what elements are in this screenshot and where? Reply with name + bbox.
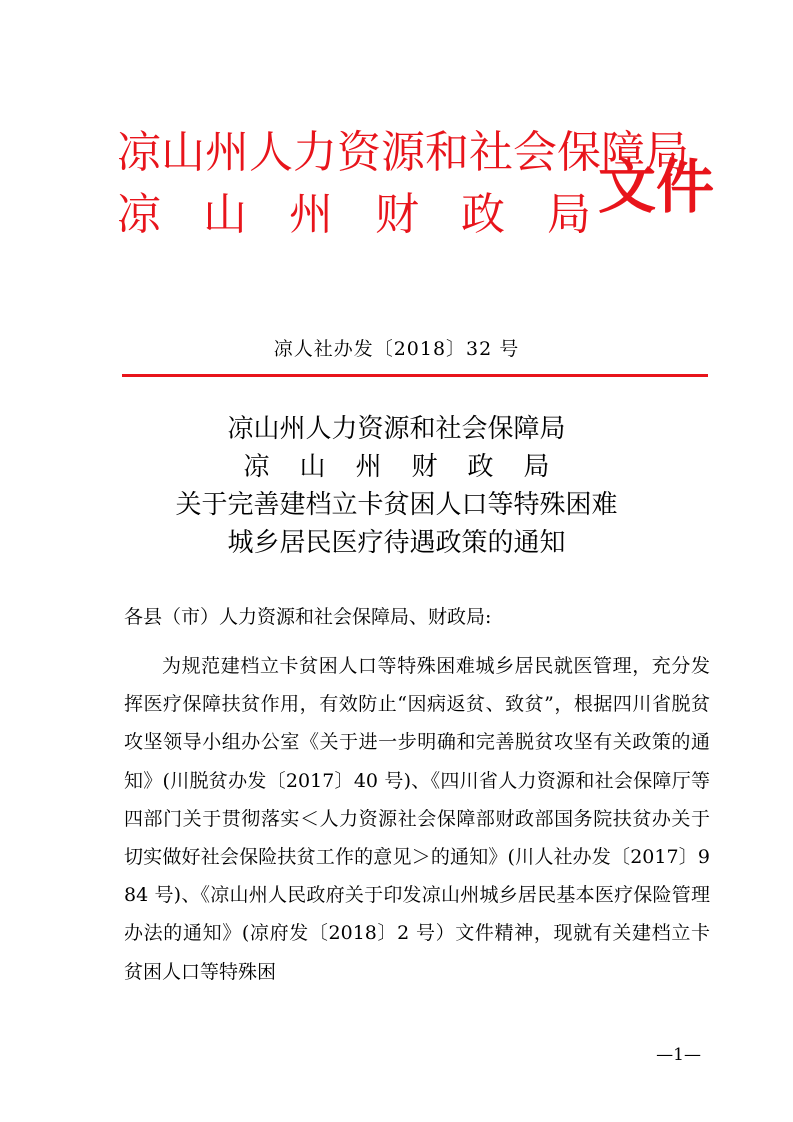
document-title: [0, 410, 793, 562]
issuer-hr-bureau: 凉山州人力资源和社会保障局: [117, 127, 689, 178]
issuer-finance-bureau: 凉山州财政局: [117, 189, 633, 240]
document-label: 文件: [598, 153, 715, 221]
document-header: [117, 128, 717, 248]
title-line-4: 城乡居民医疗待遇政策的通知: [227, 528, 566, 558]
title-line-1: 凉山州人力资源和社会保障局: [227, 414, 566, 444]
title-line-3: 关于完善建档立卡贫困人口等特殊困难: [175, 490, 618, 520]
red-divider-line: [122, 374, 708, 377]
page-number: —1—: [656, 1045, 701, 1065]
document-number: 凉人社办发〔2018〕32 号: [273, 338, 520, 360]
salutation: 各县（市）人力资源和社会保障局、财政局:: [124, 606, 492, 628]
title-line-2: 凉山州财政局: [243, 452, 580, 482]
body-paragraph: 为规范建档立卡贫困人口等特殊困难城乡居民就医管理，充分发挥医疗保障扶贫作用，有效防止“因病返贫、致贫”，根据四川省脱贫攻坚领导小组办公室《关于进一步明确和完善脱贫攻坚有关政策的通知》(川脱贫办发〔2017〕40 号)、《四川省人力资源和社会保障厅等四部门关于贯彻落实＜人力资源社会保障部财政部国务院扶贫办关于切实做好社会保险扶贫工作的意见＞的通知》(川人社办发〔2017〕984 号)、《凉山州人民政府关于印发凉山州城乡居民基本医疗保险管理办法的通知》(凉府发〔2018〕2 号）文件精神，现就有关建档立卡贫困人口等特殊困: [124, 655, 710, 983]
